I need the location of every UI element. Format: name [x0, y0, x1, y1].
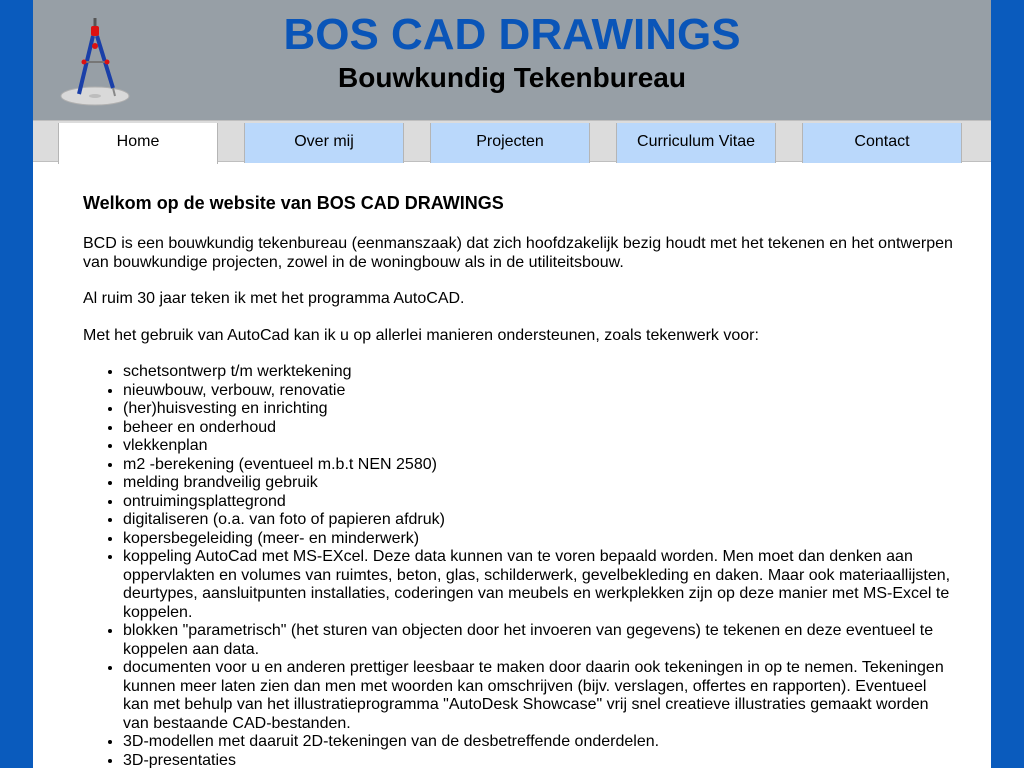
- list-item: • schetsontwerp t/m werktekening: [123, 363, 953, 382]
- experience-paragraph: Al ruim 30 jaar teken ik met het programma AutoCAD.: [83, 290, 465, 307]
- welcome-heading: Welkom op de website van BOS CAD DRAWINGS: [83, 193, 504, 213]
- services-list: [83, 363, 953, 768]
- list-item: • beheer en onderhoud: [123, 419, 953, 438]
- list-item: • melding brandveilig gebruik: [123, 474, 953, 493]
- site-title: BOS CAD DRAWINGS: [283, 10, 741, 59]
- list-item: • ontruimingsplattegrond: [123, 493, 953, 512]
- nav-tab-curriculum-vitae[interactable]: Curriculum Vitae: [616, 123, 776, 163]
- page-container: [33, 0, 991, 768]
- list-item: • digitaliseren (o.a. van foto of papieren afdruk): [123, 511, 953, 530]
- list-item: • documenten voor u en anderen prettiger leesbaar te maken door daarin ook tekeningen in op te nemen. Tekeningen kunnen meer laten zien dan men met woorden kan omschrijven (bijv. verslagen, offertes en rapporten). Eventueel kan met behulp van het illustratieprogramma "AutoDesk Showcase" vrij snel creatieve illustraties gemaakt worden van bestaande CAD-bestanden.: [123, 659, 953, 733]
- site-header: [33, 0, 991, 120]
- list-item: • koppeling AutoCad met MS-EXcel. Deze data kunnen van te voren bepaald worden. Men moet dan denken aan oppervlakten en volumes van ruimtes, beton, glas, schilderwerk, gevelbekleding en daken. Maar ook materiaallijsten, deurtypes, aansluitpunten installaties, coderingen van meubels en werkplekken zijn op deze manier met MS-Excel te koppelen.: [123, 548, 953, 622]
- main-navigation: [33, 120, 991, 162]
- list-item: • 3D-modellen met daaruit 2D-tekeningen van de desbetreffende onderdelen.: [123, 733, 953, 752]
- site-subtitle: Bouwkundig Tekenbureau: [338, 62, 686, 93]
- list-item: • nieuwbouw, verbouw, renovatie: [123, 382, 953, 401]
- nav-tab-home[interactable]: Home: [58, 123, 218, 164]
- list-item: • 3D-presentaties: [123, 752, 953, 768]
- nav-tab-projecten[interactable]: Projecten: [430, 123, 590, 163]
- intro-paragraph: BCD is een bouwkundig tekenbureau (eenmanszaak) dat zich hoofdzakelijk bezig houdt met het tekenen en het ontwerpen van bouwkundige projecten, zowel in de woningbouw als in de utiliteitsbouw.: [83, 235, 953, 271]
- list-item: • vlekkenplan: [123, 437, 953, 456]
- list-item: • kopersbegeleiding (meer- en minderwerk): [123, 530, 953, 549]
- nav-tab-over-mij[interactable]: Over mij: [244, 123, 404, 163]
- services-intro-paragraph: Met het gebruik van AutoCad kan ik u op allerlei manieren ondersteunen, zoals tekenwerk voor:: [83, 326, 759, 344]
- list-item: • m2 -berekening (eventueel m.b.t NEN 2580): [123, 456, 953, 475]
- nav-tab-contact[interactable]: Contact: [802, 123, 962, 163]
- main-content: [83, 192, 953, 768]
- list-item: • blokken "parametrisch" (het sturen van objecten door het invoeren van gegevens) te tekenen en deze eventueel te koppelen aan data.: [123, 622, 953, 659]
- list-item: • (her)huisvesting en inrichting: [123, 400, 953, 419]
